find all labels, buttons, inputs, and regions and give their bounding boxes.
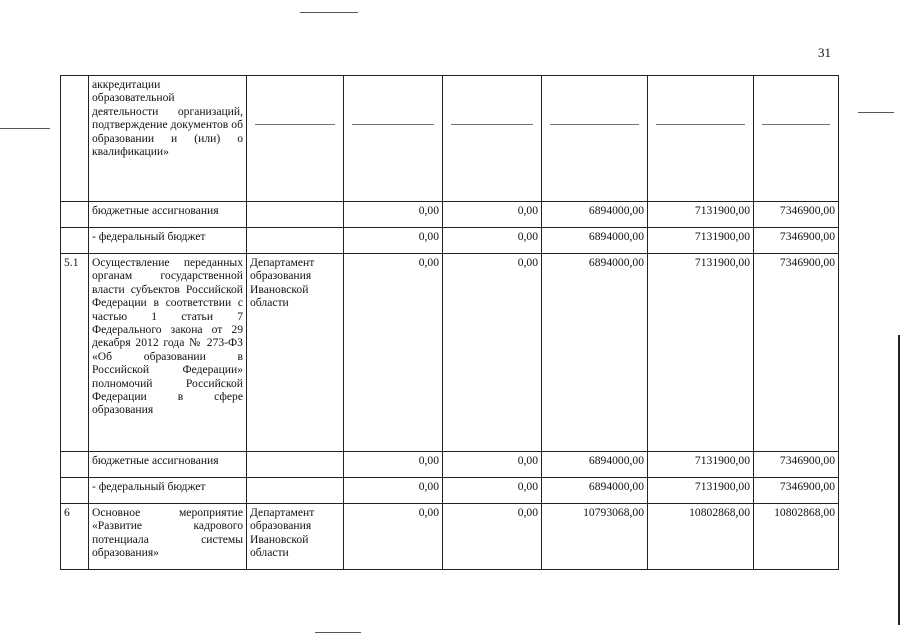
value-cell [754,76,839,202]
value-cell: 7346900,00 [754,478,839,504]
scan-artifact-top [300,12,358,13]
description-cell: Основное мероприятие «Развитие кадрового потенциала системы образования» [89,504,247,570]
value-cell: 0,00 [443,478,542,504]
value-cell: 0,00 [344,452,443,478]
row-number-cell [61,76,89,202]
value-cell: 6894000,00 [542,228,648,254]
label-cell: бюджетные ассигнования [89,202,247,228]
value-cell: 0,00 [443,452,542,478]
value-cell: 7346900,00 [754,228,839,254]
row-number-cell: 5.1 [61,254,89,452]
row-number-cell [61,452,89,478]
value-cell [443,76,542,202]
value-cell: 0,00 [443,254,542,452]
scan-artifact-right [858,112,894,113]
department-cell [247,228,344,254]
table-row-federal [61,478,839,504]
value-cell: 0,00 [443,504,542,570]
table-row-continuation [61,76,839,202]
value-cell: 7131900,00 [648,228,754,254]
value-cell: 6894000,00 [542,452,648,478]
table-row-budget [61,452,839,478]
row-number-cell: 6 [61,504,89,570]
description-cell: аккредитации образовательной деятельности организаций, подтверждение документов об образовании и (или) о квалификации» [89,76,247,202]
scan-artifact-bottom [315,632,361,633]
department-cell [247,452,344,478]
department-cell: Департамент образования Ивановской области [247,254,344,452]
row-number-cell [61,478,89,504]
value-cell: 7131900,00 [648,202,754,228]
label-cell: бюджетные ассигнования [89,452,247,478]
department-cell [247,202,344,228]
value-cell: 7131900,00 [648,478,754,504]
value-cell: 0,00 [344,254,443,452]
department-cell: Департамент образования Ивановской области [247,504,344,570]
description-cell: Осуществление переданных органам государственной власти субъектов Российской Федерации в соответствии с частью 1 статьи 7 Федерального закона от 29 декабря 2012 года № 273-ФЗ «Об образовании в Российской Федерации» полномочий Российской Федерации в сфере образования [89,254,247,452]
row-number-cell [61,202,89,228]
value-cell: 0,00 [344,202,443,228]
value-cell: 7346900,00 [754,254,839,452]
budget-table [60,75,839,570]
value-cell: 10793068,00 [542,504,648,570]
value-cell: 7131900,00 [648,254,754,452]
department-cell [247,76,344,202]
value-cell: 7346900,00 [754,452,839,478]
value-cell [344,76,443,202]
value-cell: 0,00 [443,228,542,254]
value-cell: 0,00 [344,504,443,570]
table-row-federal [61,228,839,254]
row-number-cell [61,228,89,254]
value-cell: 0,00 [344,228,443,254]
department-cell [247,478,344,504]
scan-artifact-left [0,128,50,129]
value-cell: 10802868,00 [648,504,754,570]
value-cell: 7346900,00 [754,202,839,228]
value-cell: 10802868,00 [754,504,839,570]
value-cell [648,76,754,202]
label-cell: - федеральный бюджет [89,228,247,254]
value-cell: 0,00 [344,478,443,504]
value-cell: 7131900,00 [648,452,754,478]
table-row-6 [61,504,839,570]
label-cell: - федеральный бюджет [89,478,247,504]
page-number: 31 [818,45,831,60]
value-cell: 6894000,00 [542,202,648,228]
value-cell: 0,00 [443,202,542,228]
table-row-budget [61,202,839,228]
table-row-5-1 [61,254,839,452]
value-cell: 6894000,00 [542,254,648,452]
value-cell: 6894000,00 [542,478,648,504]
scan-edge-line [898,335,900,625]
value-cell [542,76,648,202]
